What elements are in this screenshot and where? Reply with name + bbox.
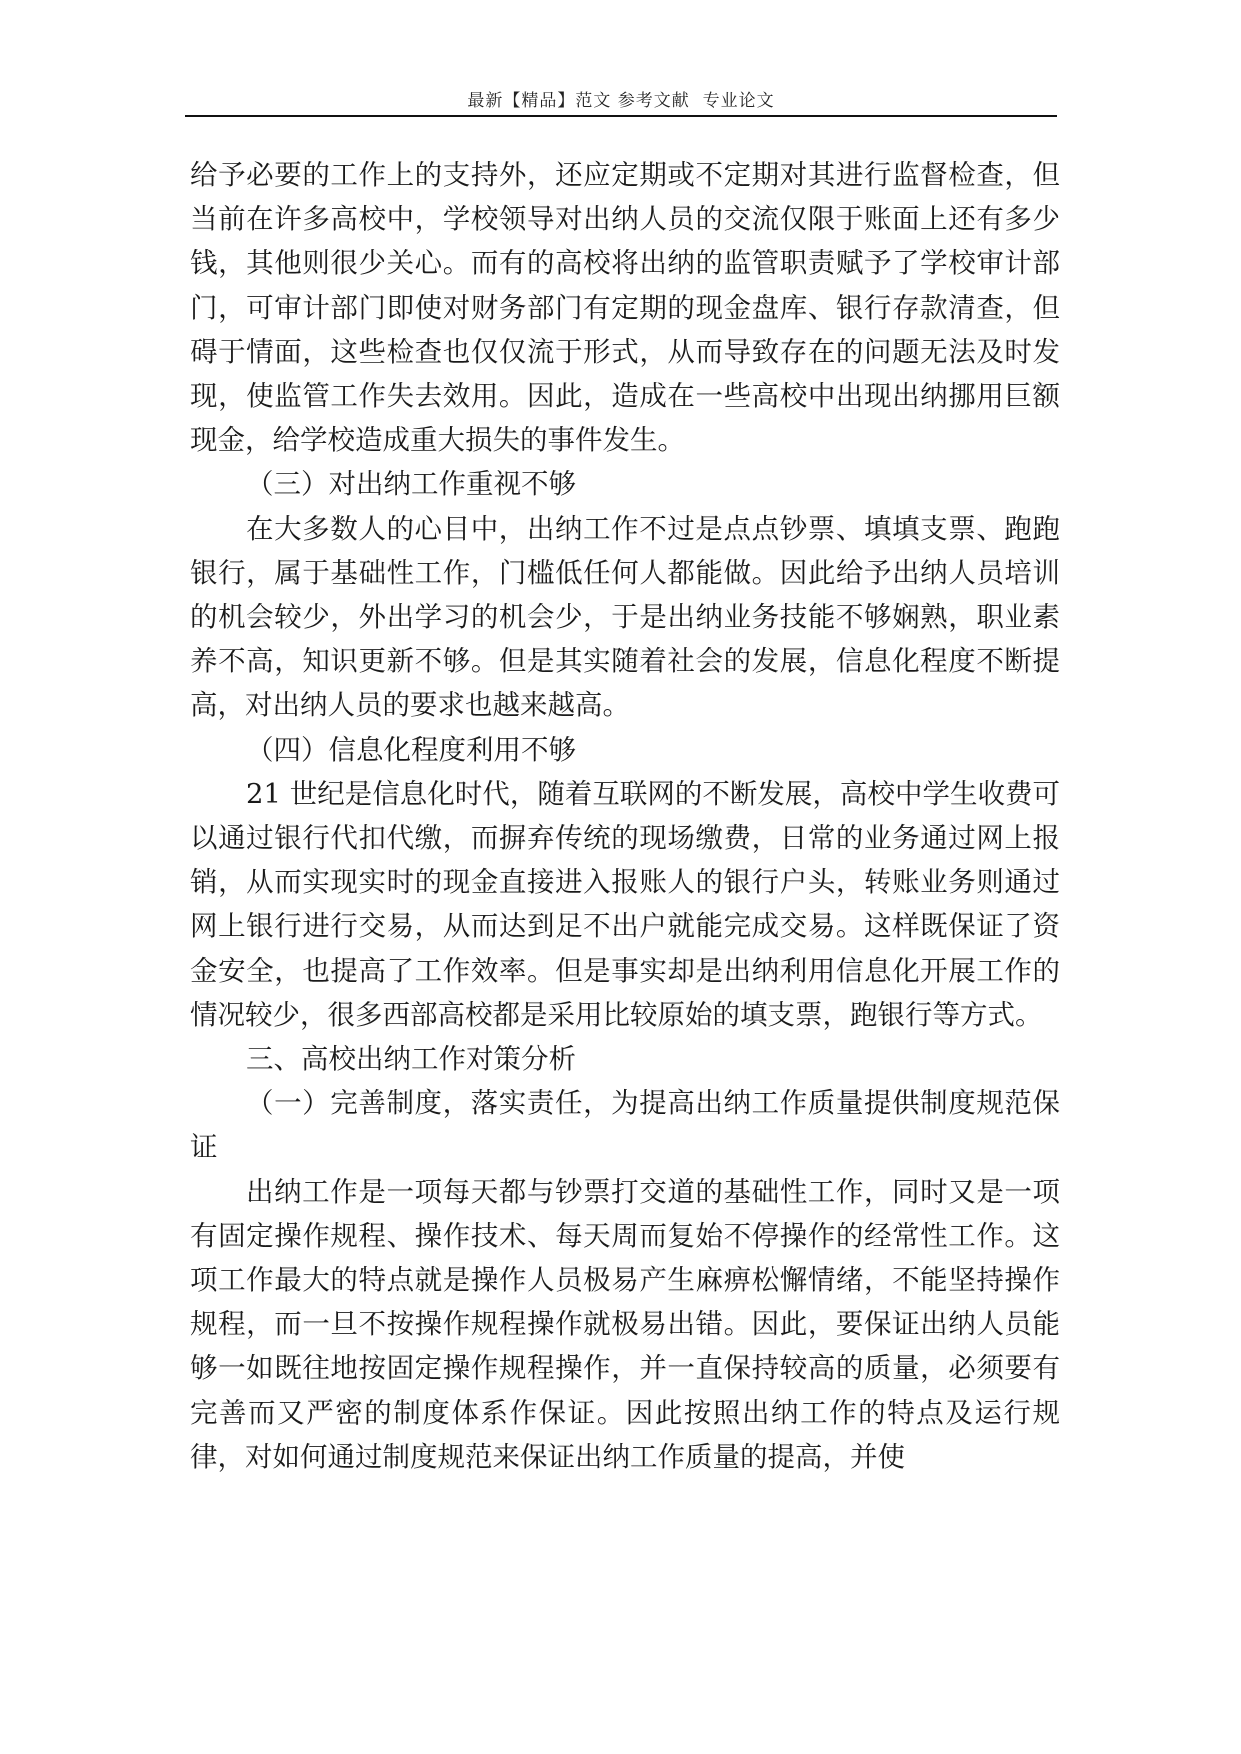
paragraph: 出纳工作是一项每天都与钞票打交道的基础性工作，同时又是一项有固定操作规程、操作技术、每天周而复始不停操作的经常性工作。这项工作最大的特点就是操作人员极易产生麻痹松懈情绪，不能坚持操作规程，而一旦不按操作规程操作就极易出错。因此，要保证出纳人员能够一如既往地按固定操作规程操作，并一直保持较高的质量，必须要有完善而又严密的制度体系作保证。因此按照出纳工作的特点及运行规律，对如何通过制度规范来保证出纳工作质量的提高，并使: [190, 1175, 1060, 1473]
paragraph: 21 世纪是信息化时代，随着互联网的不断发展，高校中学生收费可以通过银行代扣代缴，而摒弃传统的现场缴费，日常的业务通过网上报销，从而实现实时的现金直接进入报账人的银行户头，转账业务则通过网上银行进行交易，从而达到足不出户就能完成交易。这样既保证了资金安全，也提高了工作效率。但是事实却是出纳利用信息化开展工作的情况较少，很多西部高校都是采用比较原始的填支票，跑银行等方式。: [190, 777, 1060, 1031]
section-heading-3: （三）对出纳工作重视不够: [246, 468, 576, 501]
paragraph: 在大多数人的心目中，出纳工作不过是点点钞票、填填支票、跑跑银行，属于基础性工作，门槛低任何人都能做。因此给予出纳人员培训的机会较少，外出学习的机会少，于是出纳业务技能不够娴熟，职业素养不高，知识更新不够。但是其实随着社会的发展，信息化程度不断提高，对出纳人员的要求也越来越高。: [190, 512, 1060, 722]
paragraph-continued: 给予必要的工作上的支持外，还应定期或不定期对其进行监督检查，但当前在许多高校中，学校领导对出纳人员的交流仅限于账面上还有多少钱，其他则很少关心。而有的高校将出纳的监管职责赋予了学校审计部门，可审计部门即使对财务部门有定期的现金盘库、银行存款清查，但碍于情面，这些检查也仅仅流于形式，从而导致存在的问题无法及时发现，使监管工作失去效用。因此，造成在一些高校中出现出纳挪用巨额现金，给学校造成重大损失的事件发生。: [190, 159, 1060, 457]
document-body: [190, 153, 1060, 1479]
section-heading-1: （一）完善制度，落实责任，为提高出纳工作质量提供制度规范保证: [190, 1087, 1060, 1164]
header-rule: [185, 115, 1057, 117]
section-heading-4: （四）信息化程度利用不够: [246, 733, 576, 766]
chapter-heading: 三、高校出纳工作对策分析: [246, 1043, 576, 1076]
page-header: 最新【精品】范文 参考文献 专业论文: [467, 91, 775, 111]
